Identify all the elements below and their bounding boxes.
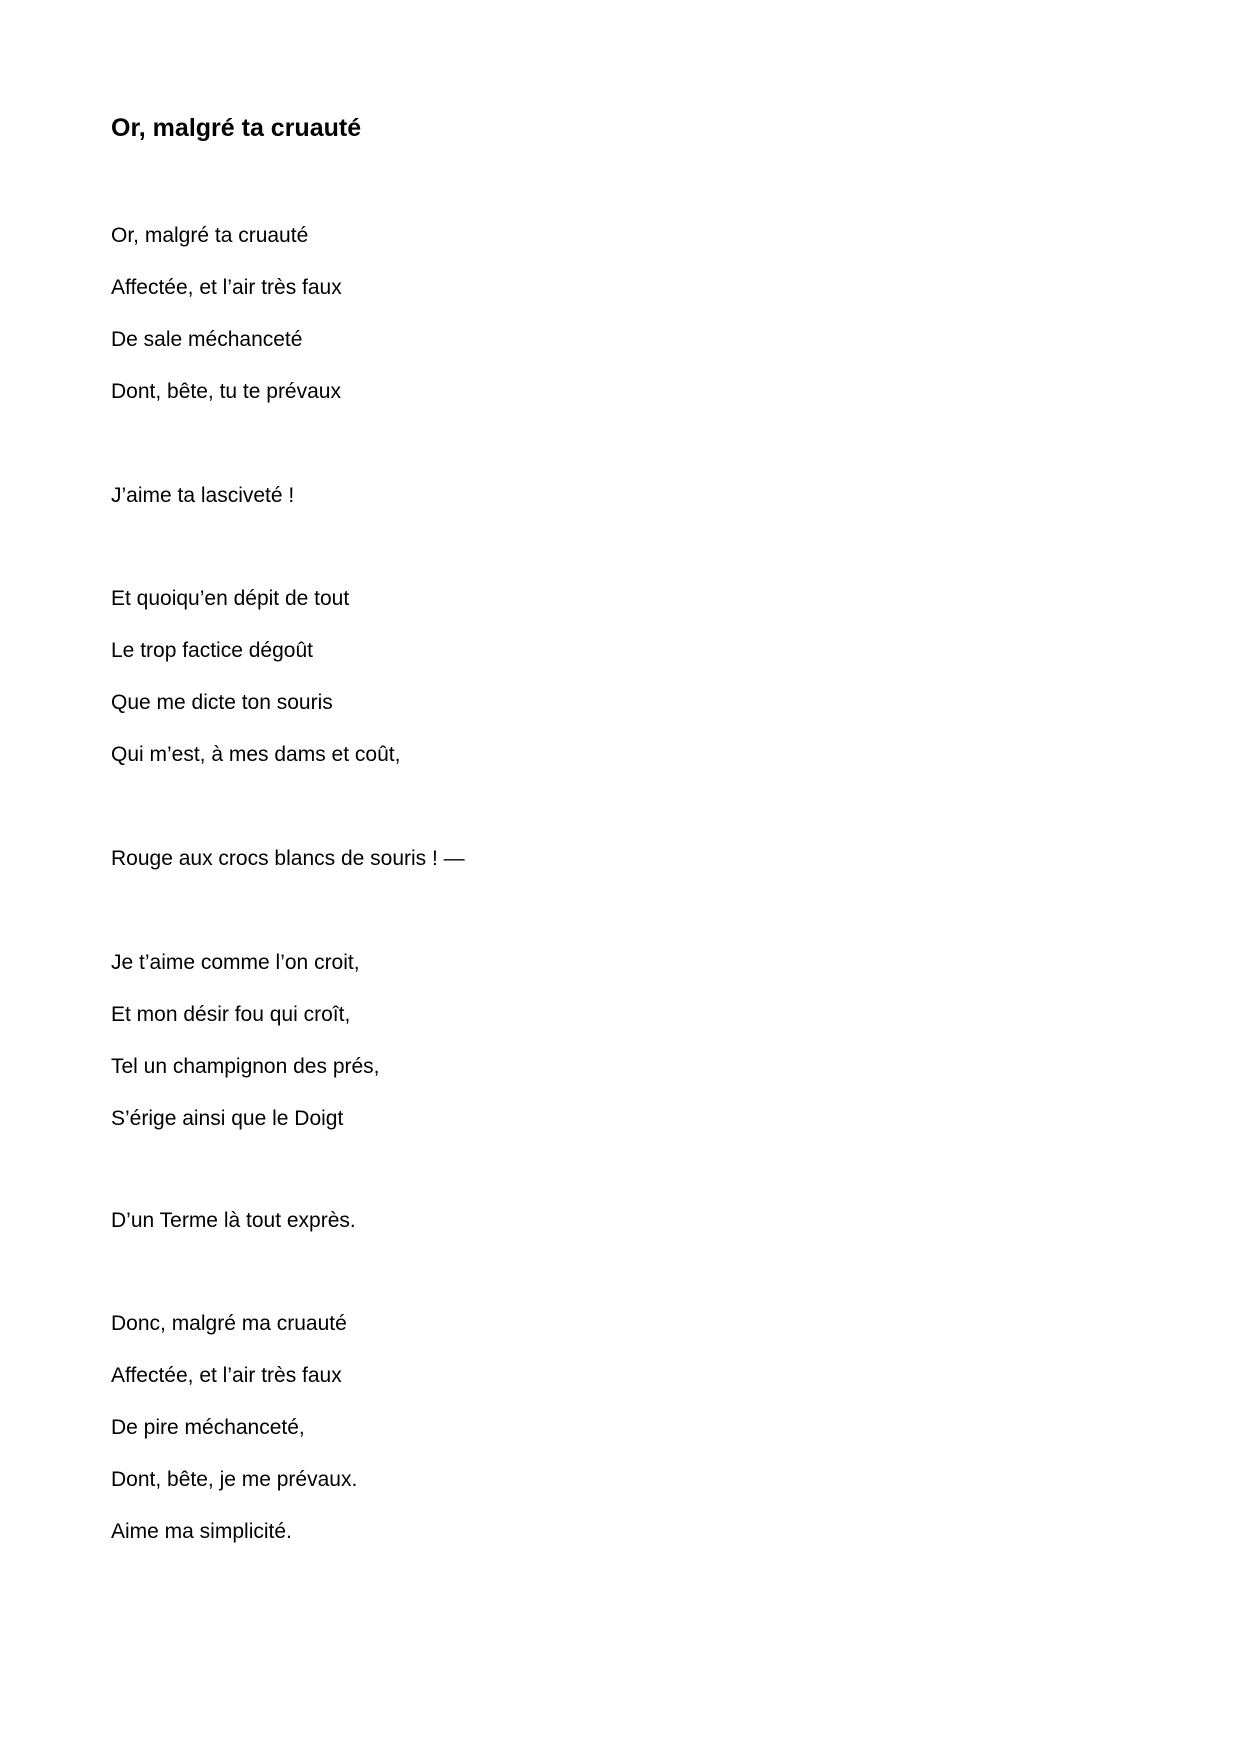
poem-line: Or, malgré ta cruauté (111, 224, 309, 247)
poem-line: J’aime ta lasciveté ! (111, 484, 295, 507)
poem-line: Le trop factice dégoût (111, 639, 313, 662)
poem-line: Et mon désir fou qui croît, (111, 1003, 351, 1026)
poem-line: De pire méchanceté, (111, 1416, 305, 1439)
poem-line: S’érige ainsi que le Doigt (111, 1107, 344, 1130)
poem-line: Que me dicte ton souris (111, 691, 333, 714)
poem-line: Dont, bête, je me prévaux. (111, 1468, 358, 1491)
poem-line: Tel un champignon des prés, (111, 1055, 380, 1078)
poem-line: Affectée, et l’air très faux (111, 276, 342, 299)
poem-line: De sale méchanceté (111, 328, 303, 351)
poem-line: Aime ma simplicité. (111, 1520, 292, 1543)
poem-line: Je t’aime comme l’on croit, (111, 951, 360, 974)
poem-line: Dont, bête, tu te prévaux (111, 380, 341, 403)
poem-title: Or, malgré ta cruauté (111, 114, 362, 142)
poem-line: Et quoiqu’en dépit de tout (111, 587, 350, 610)
poem-line: Qui m’est, à mes dams et coût, (111, 743, 401, 766)
poem-line: Rouge aux crocs blancs de souris ! — (111, 847, 465, 870)
poem-line: Donc, malgré ma cruauté (111, 1312, 347, 1335)
poem-line: D’un Terme là tout exprès. (111, 1209, 356, 1232)
poem-line: Affectée, et l’air très faux (111, 1364, 342, 1387)
